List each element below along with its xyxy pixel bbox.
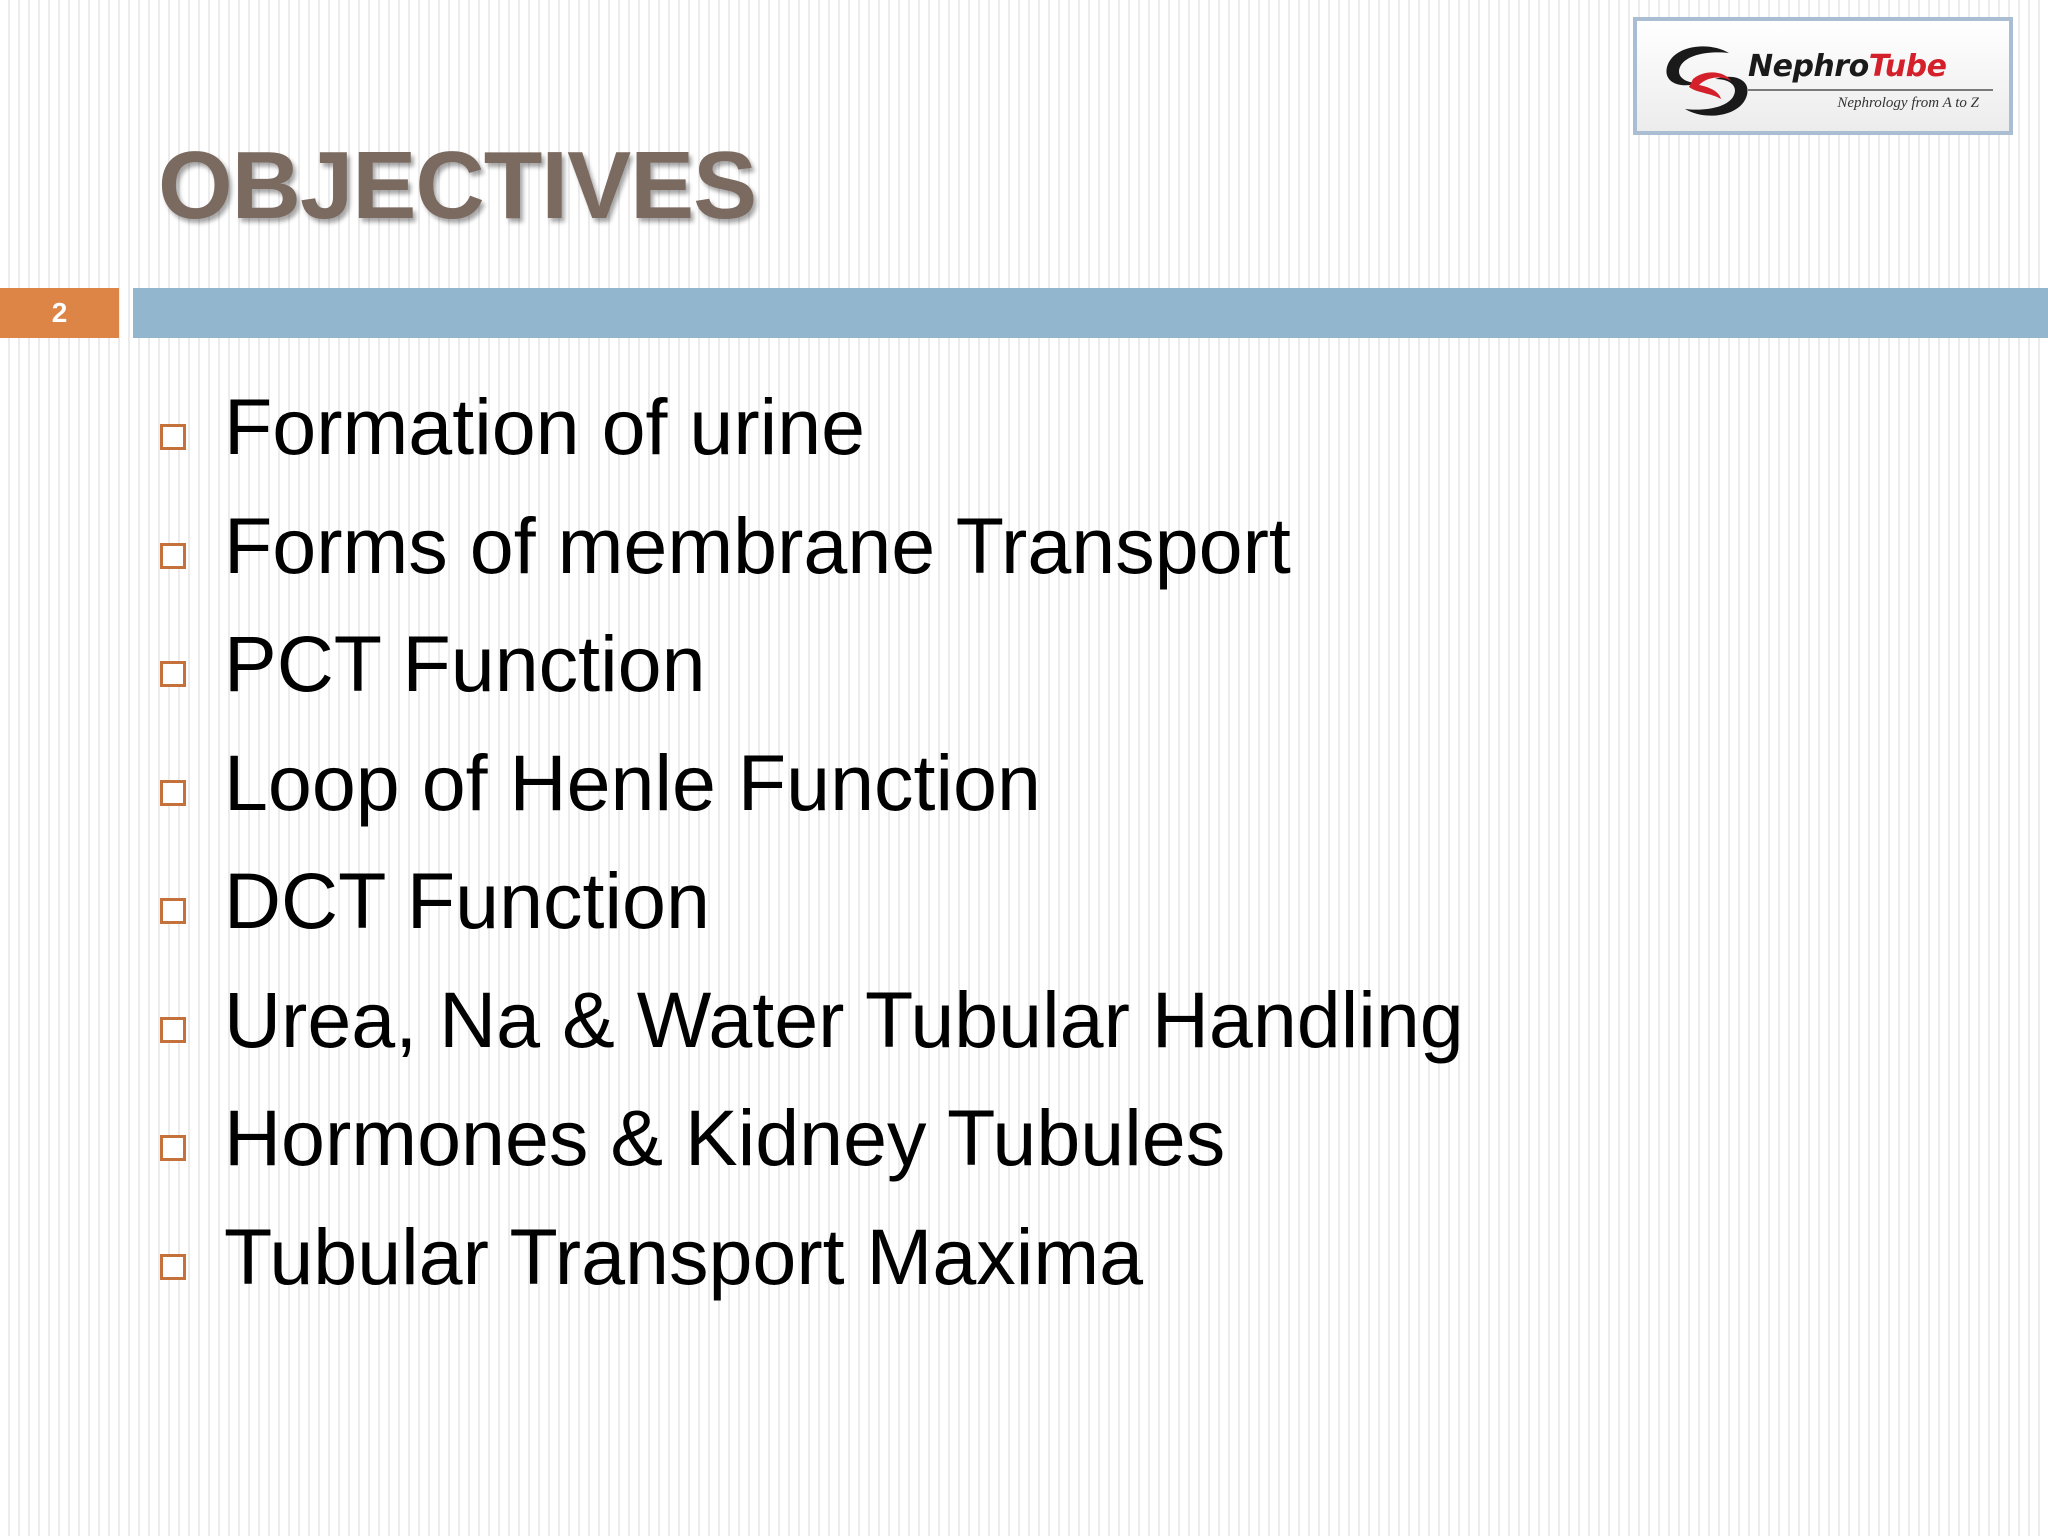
slide-number-badge: 2 — [0, 288, 119, 338]
list-item-text: Formation of urine — [224, 382, 866, 472]
nephrotube-logo — [1633, 17, 2013, 135]
checkbox-outline-icon — [160, 898, 186, 924]
list-item-text: DCT Function — [224, 856, 710, 946]
list-item — [160, 961, 1464, 1080]
slide-title: OBJECTIVES — [158, 132, 757, 239]
list-item — [160, 1198, 1464, 1317]
list-item — [160, 1079, 1464, 1198]
logo-tagline: Nephrology from A to Z — [1837, 95, 1979, 111]
list-item — [160, 724, 1464, 843]
objectives-list — [160, 368, 1464, 1316]
list-item-text: Tubular Transport Maxima — [224, 1211, 1144, 1301]
list-item-text: Hormones & Kidney Tubules — [224, 1093, 1226, 1183]
checkbox-outline-icon — [160, 1254, 186, 1280]
list-item-text: Urea, Na & Water Tubular Handling — [224, 974, 1464, 1064]
title-divider-bar — [133, 288, 2048, 338]
checkbox-outline-icon — [160, 424, 186, 450]
checkbox-outline-icon — [160, 543, 186, 569]
logo-name-part1: Nephro — [1748, 49, 1869, 84]
list-item — [160, 487, 1464, 606]
logo-name-part2: Tube — [1868, 49, 1947, 84]
logo-name — [1748, 49, 1946, 84]
checkbox-outline-icon — [160, 1017, 186, 1043]
list-item — [160, 605, 1464, 724]
nephrotube-swoosh-icon — [1659, 39, 1755, 123]
logo-divider — [1748, 89, 1993, 91]
list-item — [160, 842, 1464, 961]
list-item — [160, 368, 1464, 487]
list-item-text: PCT Function — [224, 619, 706, 709]
checkbox-outline-icon — [160, 1135, 186, 1161]
checkbox-outline-icon — [160, 661, 186, 687]
list-item-text: Forms of membrane Transport — [224, 500, 1291, 590]
list-item-text: Loop of Henle Function — [224, 737, 1041, 827]
checkbox-outline-icon — [160, 780, 186, 806]
